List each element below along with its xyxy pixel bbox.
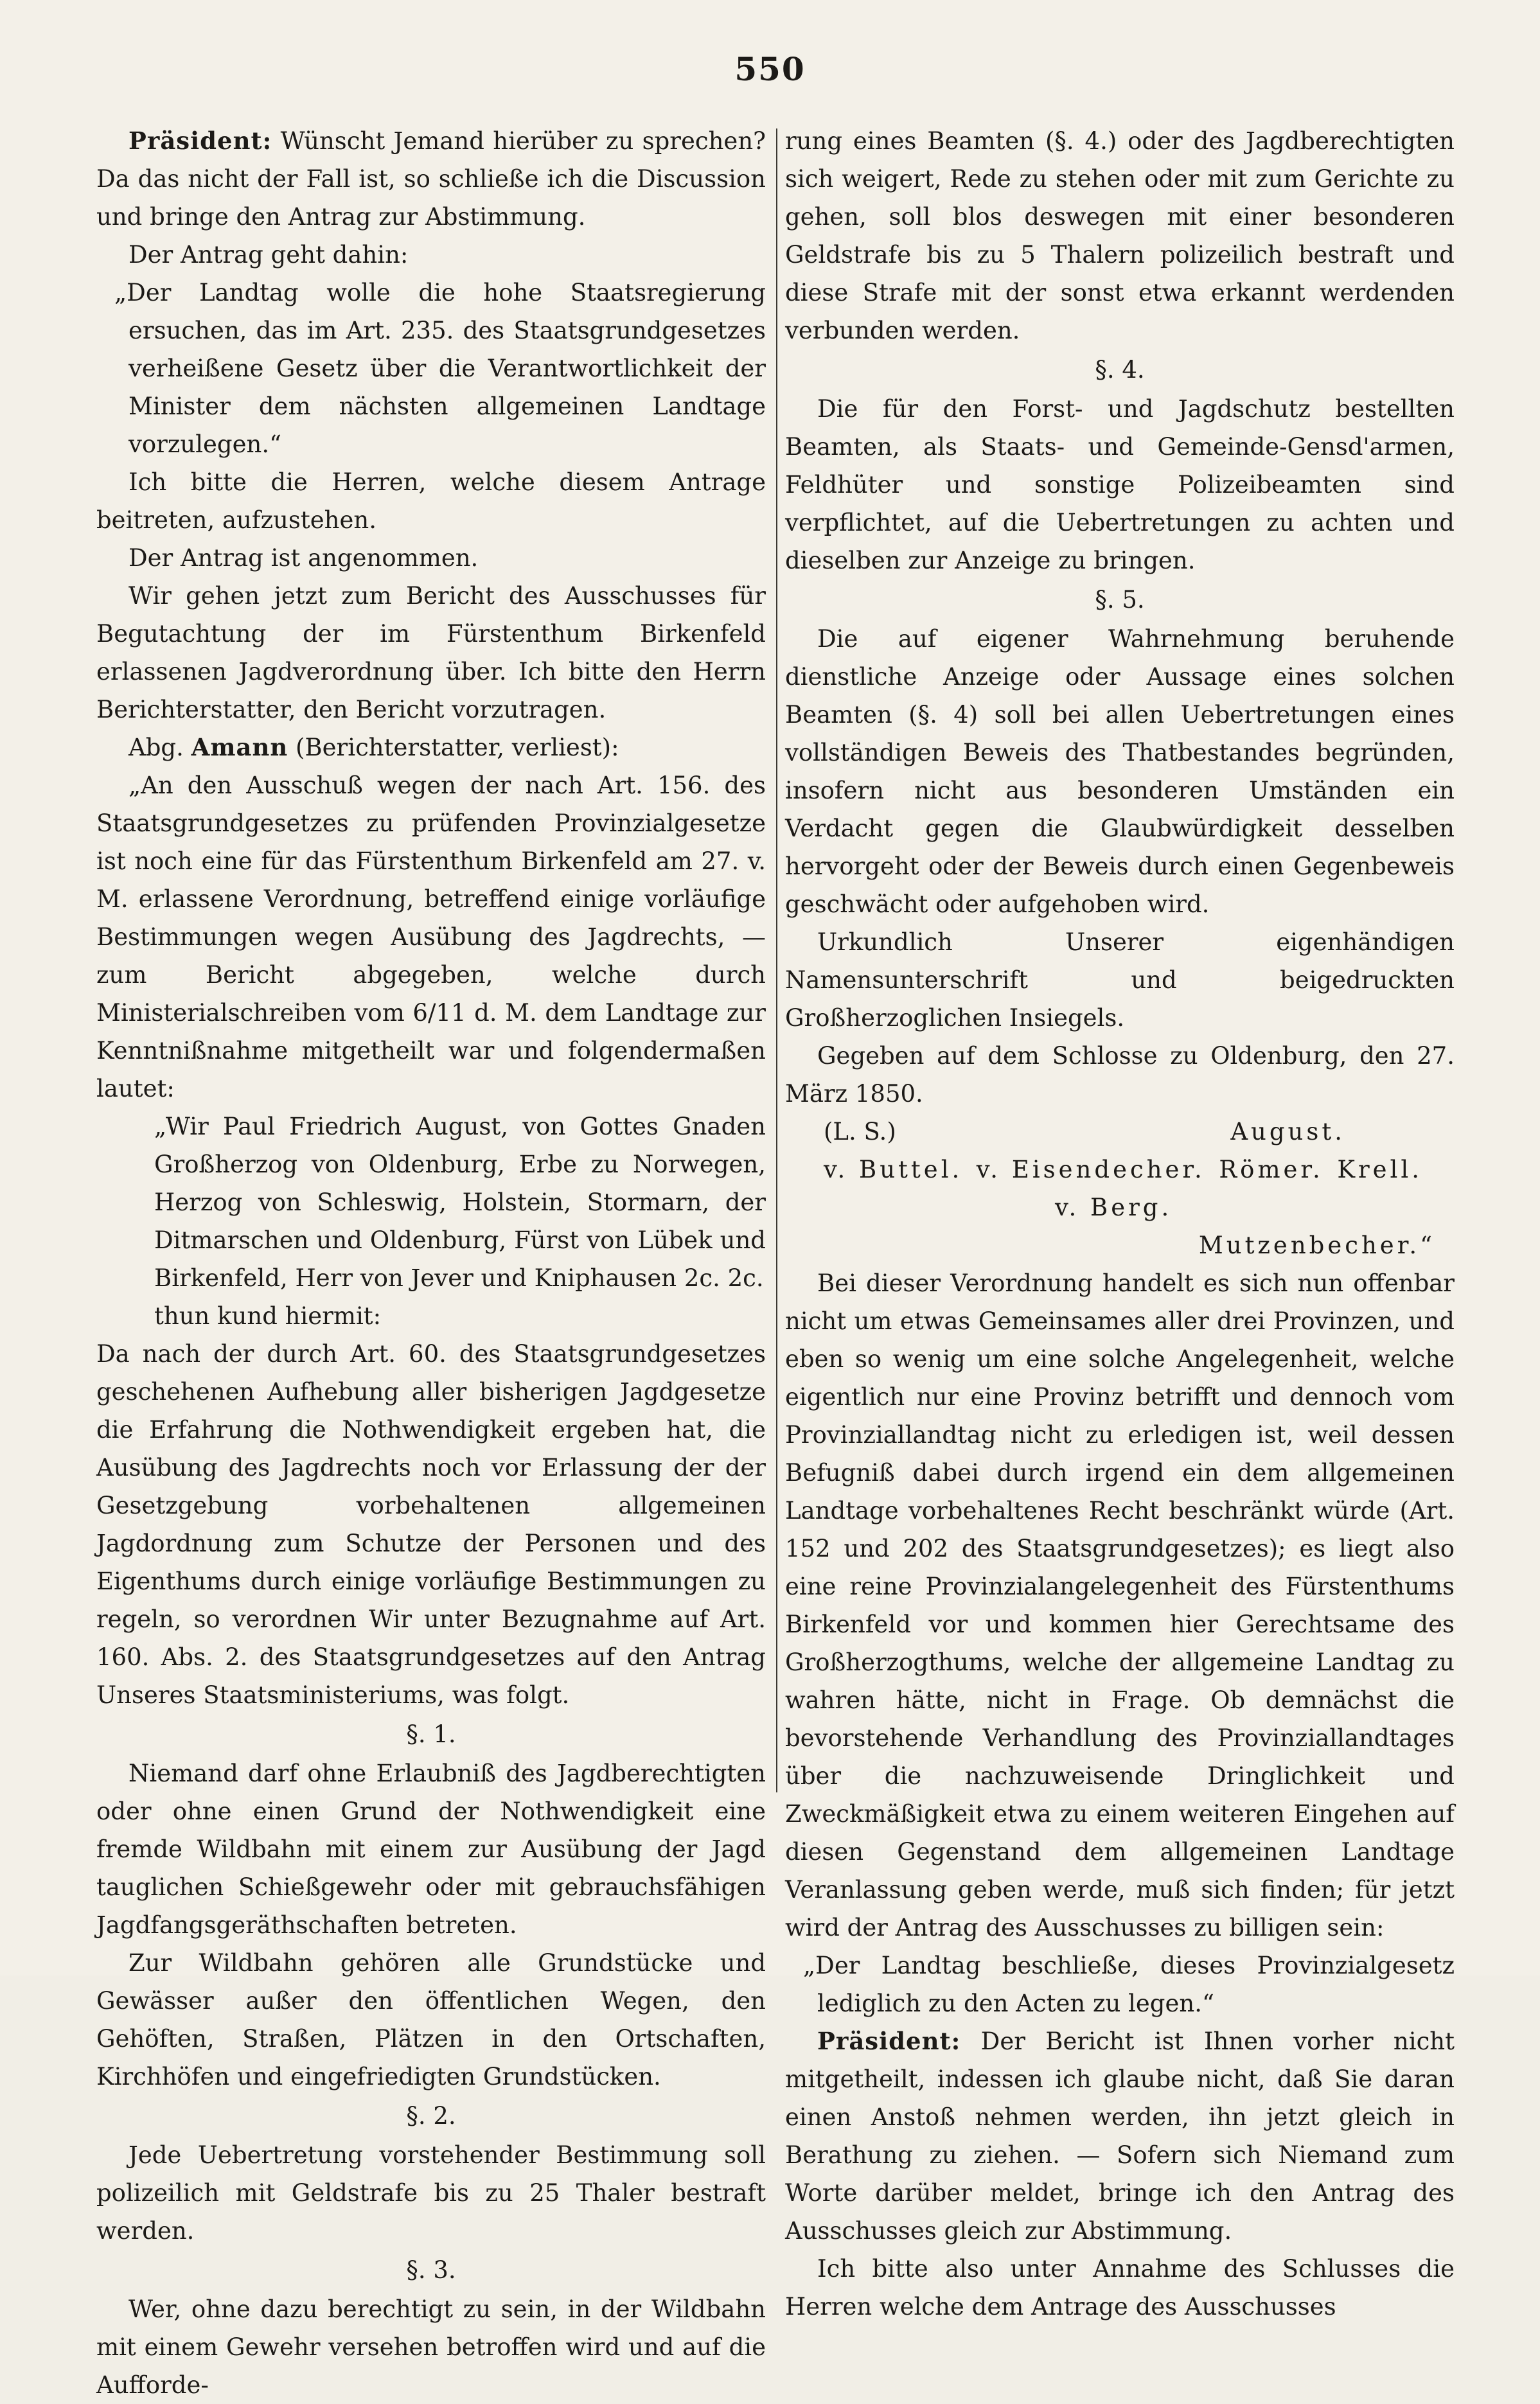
section-heading: §. 5. (1095, 586, 1145, 614)
section-heading: §. 4. (1095, 356, 1145, 384)
motion-quote: „Der Landtag wolle die hohe Staatsregierung ersuchen, das im Art. 235. des Staatsgrundgesetzes verheißene Gesetz über die Verantwortlichkeit der Minister dem nächsten allgemeinen Landtage vorzulegen.“ (114, 279, 766, 458)
section-heading: §. 1. (406, 1720, 456, 1748)
section-text: Niemand darf ohne Erlaubniß des Jagdberechtigten oder ohne einen Grund der Nothwendigkeit eine fremde Wildbahn mit einem zur Ausübung der Jagd tauglichen Schießgewehr oder mit gebrauchsfähigen Jagdfangsgeräthschaften betreten. (96, 1760, 766, 1939)
decree-preamble: „Wir Paul Friedrich August, von Gottes Gnaden Großherzog von Oldenburg, Erbe zu Norwegen, Herzog von Schleswig, Holstein, Stormarn, der Ditmarschen und Oldenburg, Fürst von Lübek und Birkenfeld, Herr von Jever und Kniphausen 2c. 2c. (154, 1113, 766, 1292)
section-text: Die für den Forst- und Jagdschutz bestellten Beamten, als Staats- und Gemeinde-Gensd'armen, Feldhüter und sonstige Polizeibeamten sind verpflichtet, auf die Uebertretungen zu achten und dieselben zur Anzeige zu bringen. (785, 395, 1455, 574)
paragraph: Ich bitte die Herren, welche diesem Antrage beitreten, aufzustehen. (96, 468, 766, 534)
decree-paragraph: Da nach der durch Art. 60. des Staatsgrundgesetzes geschehenen Aufhebung aller bisherigen Jagdgesetze die Erfahrung die Nothwendigkeit ergeben hat, die Ausübung des Jagdrechts noch vor Erlassung der der Gesetzgebung vorbehaltenen allgemeinen Jagdordnung zum Schutze der Personen und des Eigenthums durch einige vorläufige Bestimmungen zu regeln, so verordnen Wir unter Bezugnahme auf Art. 160. Abs. 2. des Staatsgrundgesetzes auf den Antrag Unseres Staatsministeriums, was folgt. (96, 1340, 766, 1709)
signature-august: August. (1230, 1118, 1345, 1145)
section-text: Wer, ohne dazu berechtigt zu sein, in der Wildbahn mit einem Gewehr versehen betroffen wird und auf die Aufforde- (96, 2295, 766, 2399)
speaker-label: Präsident: (128, 127, 272, 155)
seal-mark: (L. S.) (824, 1118, 896, 1145)
signature-berg: v. Berg. (1055, 1194, 1173, 1221)
dateline: Gegeben auf dem Schlosse zu Oldenburg, den 27. März 1850. (785, 1042, 1455, 1108)
signature-roemer: Römer. (1219, 1156, 1323, 1183)
speaker-name: Amann (191, 733, 288, 761)
signature-eisendecher: v. Eisendecher. (976, 1156, 1205, 1183)
right-column (785, 122, 1455, 2320)
paragraph: Ich bitte also unter Annahme des Schlusses die Herren welche dem Antrage des Ausschusses (785, 2255, 1455, 2320)
column-divider (776, 128, 777, 1792)
motion-quote: „Der Landtag beschließe, dieses Provinzialgesetz lediglich zu den Acten zu legen.“ (803, 1952, 1455, 2017)
paragraph (96, 122, 766, 236)
page-number: 550 (734, 50, 806, 88)
speech-text: Wünscht Jemand hierüber zu sprechen? Da das nicht der Fall ist, so schließe ich die Discussion und bringe den Antrag zur Abstimmung. (96, 127, 766, 231)
section-text: Jede Uebertretung vorstehender Bestimmung soll polizeilich mit Geldstrafe bis zu 25 Thaler bestraft werden. (96, 2141, 766, 2245)
section-text: Zur Wildbahn gehören alle Grundstücke und Gewässer außer den öffentlichen Wegen, den Gehöften, Straßen, Plätzen in den Ortschaften, Kirchhöfen und eingefriedigten Grundstücken. (96, 1949, 766, 2090)
signature-row (785, 1151, 1455, 1189)
paragraph: Abg. Amann (Berichterstatter, verliest): (128, 733, 619, 761)
speaker-label: Präsident: (817, 2027, 961, 2055)
paragraph: Der Antrag geht dahin: (128, 241, 409, 269)
commentary-paragraph: Bei dieser Verordnung handelt es sich nun offenbar nicht um etwas Gemeinsames aller drei Provinzen, und eben so wenig um eine solche Angelegenheit, welche eigentlich nur eine Provinz betrifft und dennoch vom Provinziallandtag nicht zu erledigen ist, weil dessen Befugniß dabei durch irgend ein dem allgemeinen Landtage vorbehaltenes Recht beschränkt würde (Art. 152 und 202 des Staatsgrundgesetzes); es liegt also eine reine Provinzialangelegenheit des Fürstenthums Birkenfeld vor und kommen hier Gerechtsame des Großherzogthums, welche der allgemeine Landtag zu wahren hätte, nicht in Frage. Ob demnächst die bevorstehende Verhandlung des Provinziallandtages über die nachzuweisende Dringlichkeit und Zweckmäßigkeit etwa zu einem weiteren Eingehen auf diesen Gegenstand dem allgemeinen Landtage Veranlassung geben werde, muß sich finden; für jetzt wird der Antrag des Ausschusses zu billigen sein: (785, 1269, 1455, 1941)
signature-mutzenbecher: Mutzenbecher.“ (1198, 1232, 1435, 1259)
section-heading: §. 2. (406, 2102, 456, 2130)
speech-text: Der Bericht ist Ihnen vorher nicht mitgetheilt, indessen ich glaube nicht, daß Sie daran einen Anstoß nehmen werden, ihn jetzt gleich in Berathung zu ziehen. — Sofern sich Niemand zum Worte darüber meldet, bringe ich den Antrag des Ausschusses gleich zur Abstimmung. (785, 2028, 1455, 2245)
signature-buttel: v. Buttel. (824, 1156, 963, 1183)
report-paragraph: „An den Ausschuß wegen der nach Art. 156. des Staatsgrundgesetzes zu prüfenden Provinzialgesetze ist noch eine für das Fürstenthum Birkenfeld am 27. v. M. erlassene Verordnung, betreffend einige vorläufige Bestimmungen wegen Ausübung des Jagdrechts, — zum Bericht abgegeben, welche durch Ministerialschreiben vom 6/11 d. M. dem Landtage zur Kenntnißnahme mitgetheilt war und folgendermaßen lautet: (96, 772, 766, 1102)
paragraph: Urkundlich Unserer eigenhändigen Namensunterschrift und beigedruckten Großherzoglichen Insiegels. (785, 928, 1455, 1032)
section-heading: §. 3. (406, 2256, 456, 2284)
section-text: Die auf eigener Wahrnehmung beruhende dienstliche Anzeige oder Aussage eines solchen Beamten (§. 4) soll bei allen Uebertretungen eines vollständigen Beweis des Thatbestandes begründen, insofern nicht aus besonderen Umständen ein Verdacht gegen die Glaubwürdigkeit desselben hervorgeht oder der Beweis durch einen Gegenbeweis geschwächt oder aufgehoben wird. (785, 625, 1455, 918)
decree-intro: thun kund hiermit: (154, 1302, 382, 1330)
paragraph: Der Antrag ist angenommen. (128, 544, 479, 572)
paragraph (785, 2022, 1455, 2250)
section-text: rung eines Beamten (§. 4.) oder des Jagdberechtigten sich weigert, Rede zu stehen oder mit zum Gerichte zu gehen, soll blos deswegen mit einer besonderen Geldstrafe bis zu 5 Thalern polizeilich bestraft und diese Strafe mit der sonst etwa erkannt werdenden verbunden werden. (785, 127, 1455, 344)
signature-row (785, 1226, 1455, 1264)
signature-row (785, 1189, 1455, 1226)
signature-krell: Krell. (1337, 1156, 1422, 1183)
signature-row (785, 1113, 1455, 1151)
paragraph: Wir gehen jetzt zum Bericht des Ausschusses für Begutachtung der im Fürstenthum Birkenfeld erlassenen Jagdverordnung über. Ich bitte den Herrn Berichterstatter, den Bericht vorzutragen. (96, 582, 766, 723)
left-column (96, 122, 766, 2399)
